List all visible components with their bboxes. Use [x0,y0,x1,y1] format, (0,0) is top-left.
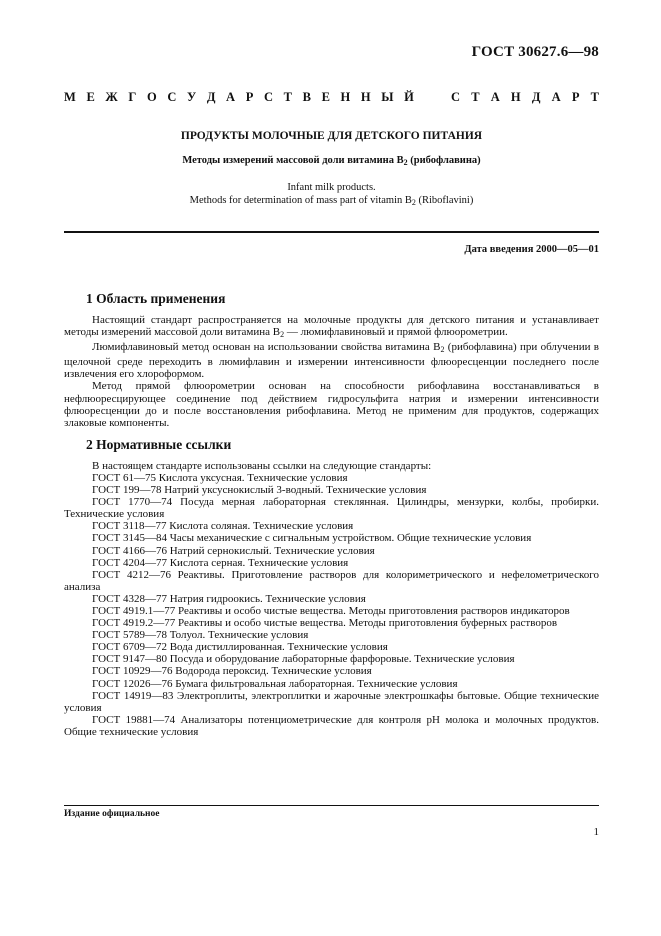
english-title-line2 [64,195,599,210]
section-2-heading: 2 Нормативные ссылки [86,436,232,452]
reference-item: ГОСТ 1770—74 Посуда мерная лабораторная стеклянная. Цилиндры, мензурки, колбы, пробирки. Технические условия [64,496,599,521]
section-2-intro: В настоящем стандарте использованы ссылки на следующие стандарты: [92,459,432,472]
reference-item: ГОСТ 4328—77 Натрия гидроокись. Технические условия [92,592,366,605]
interstate-letter: У [187,90,197,104]
reference-item: ГОСТ 3118—77 Кислота соляная. Технические условия [92,520,354,533]
paragraph-subscript: 2 [280,330,285,340]
standard-letter: С [451,90,461,104]
reference-item: ГОСТ 4212—76 Реактивы. Приготовление растворов для колориметрического и нефелометрического анализа [64,568,599,593]
interstate-letter: С [263,90,273,104]
english-title-subscript: 2 [411,197,416,207]
paragraph-text: Люмифлавиновый метод основан на использовании свойства витамина B [92,341,441,354]
header-divider [64,231,599,233]
paragraph-text-end: — люмифлавиновый и прямой флюорометрии. [284,326,508,339]
interstate-letter: А [226,90,236,104]
reference-item: ГОСТ 12026—76 Бумага фильтровальная лабораторная. Технические условия [92,677,458,690]
interstate-letter: Н [360,90,371,104]
subtitle-text-end: (рибофлавина) [407,155,481,166]
interstate-letter: В [302,90,311,104]
paragraph-text: Настоящий стандарт распространяется на молочные продукты для детского питания и устанавливает методы измерений массовой доли витамина B [64,314,599,339]
reference-item: ГОСТ 4919.1—77 Реактивы и особо чистые вещества. Методы приготовления растворов индикаторов [92,604,570,617]
english-title [64,182,599,209]
interstate-letter: Г [128,90,137,104]
reference-item: ГОСТ 5789—78 Толуол. Технические условия [92,629,309,642]
standard-type-header [64,90,599,104]
paragraph-text-end: (рибофлавина) при облучении в щелочной среде переходить в люмифлавин и измерении интенсивности флюоресценции последнего после извлечения его хлороформом. [64,341,599,381]
reference-item: ГОСТ 4919.2—77 Реактивы и особо чистые вещества. Методы приготовления буферных растворов [92,617,558,630]
standard-letter: А [490,90,500,104]
interstate-letter: Д [206,90,216,104]
english-title-text: Methods for determination of mass part of vitamin B [189,194,412,206]
reference-item: ГОСТ 14919—83 Электроплиты, электроплитки и жарочные электрошкафы бытовые. Общие технические условия [64,689,599,714]
reference-item: ГОСТ 9147—80 Посуда и оборудование лабораторные фарфоровые. Технические условия [92,653,515,666]
interstate-letter: Н [340,90,351,104]
interstate-letter: Е [86,90,95,104]
standard-letter: А [551,90,561,104]
interstate-letter: С [167,90,177,104]
interstate-letter: Ж [105,90,118,104]
edition-note: Издание официальное [64,805,599,819]
standard-letter: Н [510,90,521,104]
gost-number: ГОСТ 30627.6—98 [471,44,599,60]
standard-letter: Т [590,90,599,104]
section-1-paragraph-2 [64,341,599,380]
page-number: 1 [593,826,599,838]
section-1-paragraph-3: Метод прямой флюорометрии основан на способности рибофлавина восстанавливаться в нефлюоресцирующее соединение под действием гидросульфита натрия и измерении интенсивности флюоресценции до и после восстановления рибофлавина. Метод не применим для продуктов, содержащих злаковые компоненты. [64,380,599,429]
reference-item: ГОСТ 61—75 Кислота уксусная. Технические условия [92,471,348,484]
standard-letter: Р [571,90,580,104]
section-1-heading: 1 Область применения [86,291,226,306]
standard-word-interstate [64,90,414,104]
reference-item: ГОСТ 4204—77 Кислота серная. Технические условия [92,556,349,569]
standard-letter: Д [531,90,541,104]
interstate-letter: Т [283,90,292,104]
standard-word-standard [451,90,599,104]
reference-item: ГОСТ 4166—76 Натрий сернокислый. Технические условия [92,544,375,557]
document-subtitle [64,155,599,167]
interstate-letter: О [146,90,157,104]
reference-item: ГОСТ 19881—74 Анализаторы потенциометрические для контроля pH молока и молочных продуктов. Общие технические условия [64,713,599,738]
interstate-letter: Р [245,90,254,104]
interstate-letter: М [64,90,76,104]
reference-item: ГОСТ 10929—76 Водорода пероксид. Технические условия [92,665,372,678]
interstate-letter: Й [404,90,414,104]
document-title: ПРОДУКТЫ МОЛОЧНЫЕ ДЛЯ ДЕТСКОГО ПИТАНИЯ [180,130,483,142]
english-title-text-end: (Riboflavini) [415,194,474,206]
reference-item: ГОСТ 6709—72 Вода дистиллированная. Технические условия [92,641,388,654]
normative-references-list [64,472,599,738]
reference-item: ГОСТ 199—78 Натрий уксуснокислый 3-водный. Технические условия [92,484,427,497]
subtitle-subscript: 2 [403,158,408,167]
introduction-date: Дата введения 2000—05—01 [464,244,599,255]
subtitle-text: Методы измерений массовой доли витамина B [182,155,404,166]
standard-letter: Т [471,90,480,104]
interstate-letter: Е [321,90,330,104]
section-1-paragraph-1 [64,314,599,341]
interstate-letter: Ы [381,90,394,104]
document-body [64,291,599,738]
english-title-line1: Infant milk products. [287,182,376,193]
reference-item: ГОСТ 3145—84 Часы механические с сигнальным устройством. Общие технические условия [92,532,532,545]
paragraph-subscript: 2 [440,345,445,355]
